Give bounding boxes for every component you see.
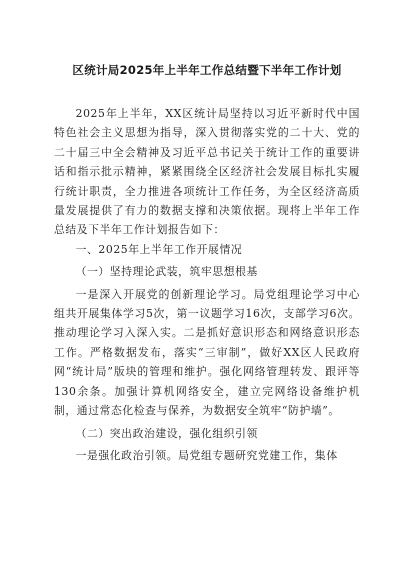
subsection-body-1: 一是深入开展党的创新理论学习。局党组理论学习中心组共开展集体学习5次，第一议题学习16次，支部学习6次。推动理论学习入深入实。二是抓好意识形态和网络意识形态工作。严格数据发布，落实“三审制”，做好XX区人民政府网“统计局”版块的管理和维护。强化网络管理转发、跟评等130余条。加强计算机网络安全，建立完网络设备维护机制，通过常态化检查与保养，为数据安全筑牢“防护墙”。: [54, 287, 360, 418]
intro-paragraph: 2025年上半年，XX区统计局坚持以习近平新时代中国特色社会主义思想为指导，深入贯彻落实党的二十大、党的二十届三中全会精神及习近平总书记关于统计工作的重要讲话和指示批示精神，紧紧围绕全区经济社会发展目标扎实履行统计职责，全力推进各项统计工作任务，为全区经济高质量发展提供了有力的数据支撑和决策依据。现将上半年工作总结及下半年工作计划报告如下：: [54, 107, 360, 237]
section-heading: 一、2025年上半年工作开展情况: [75, 242, 243, 256]
subsection-heading-1: （一）坚持理论武装，筑牢思想根基: [75, 265, 258, 279]
subsection-heading-2: （二）突出政治建设，强化组织引领: [75, 426, 258, 440]
subsection-body-2: 一是强化政治引领。局党组专题研究党建工作，集体: [75, 448, 338, 462]
document-title: 区统计局2025年上半年工作总结暨下半年工作计划: [72, 63, 342, 77]
